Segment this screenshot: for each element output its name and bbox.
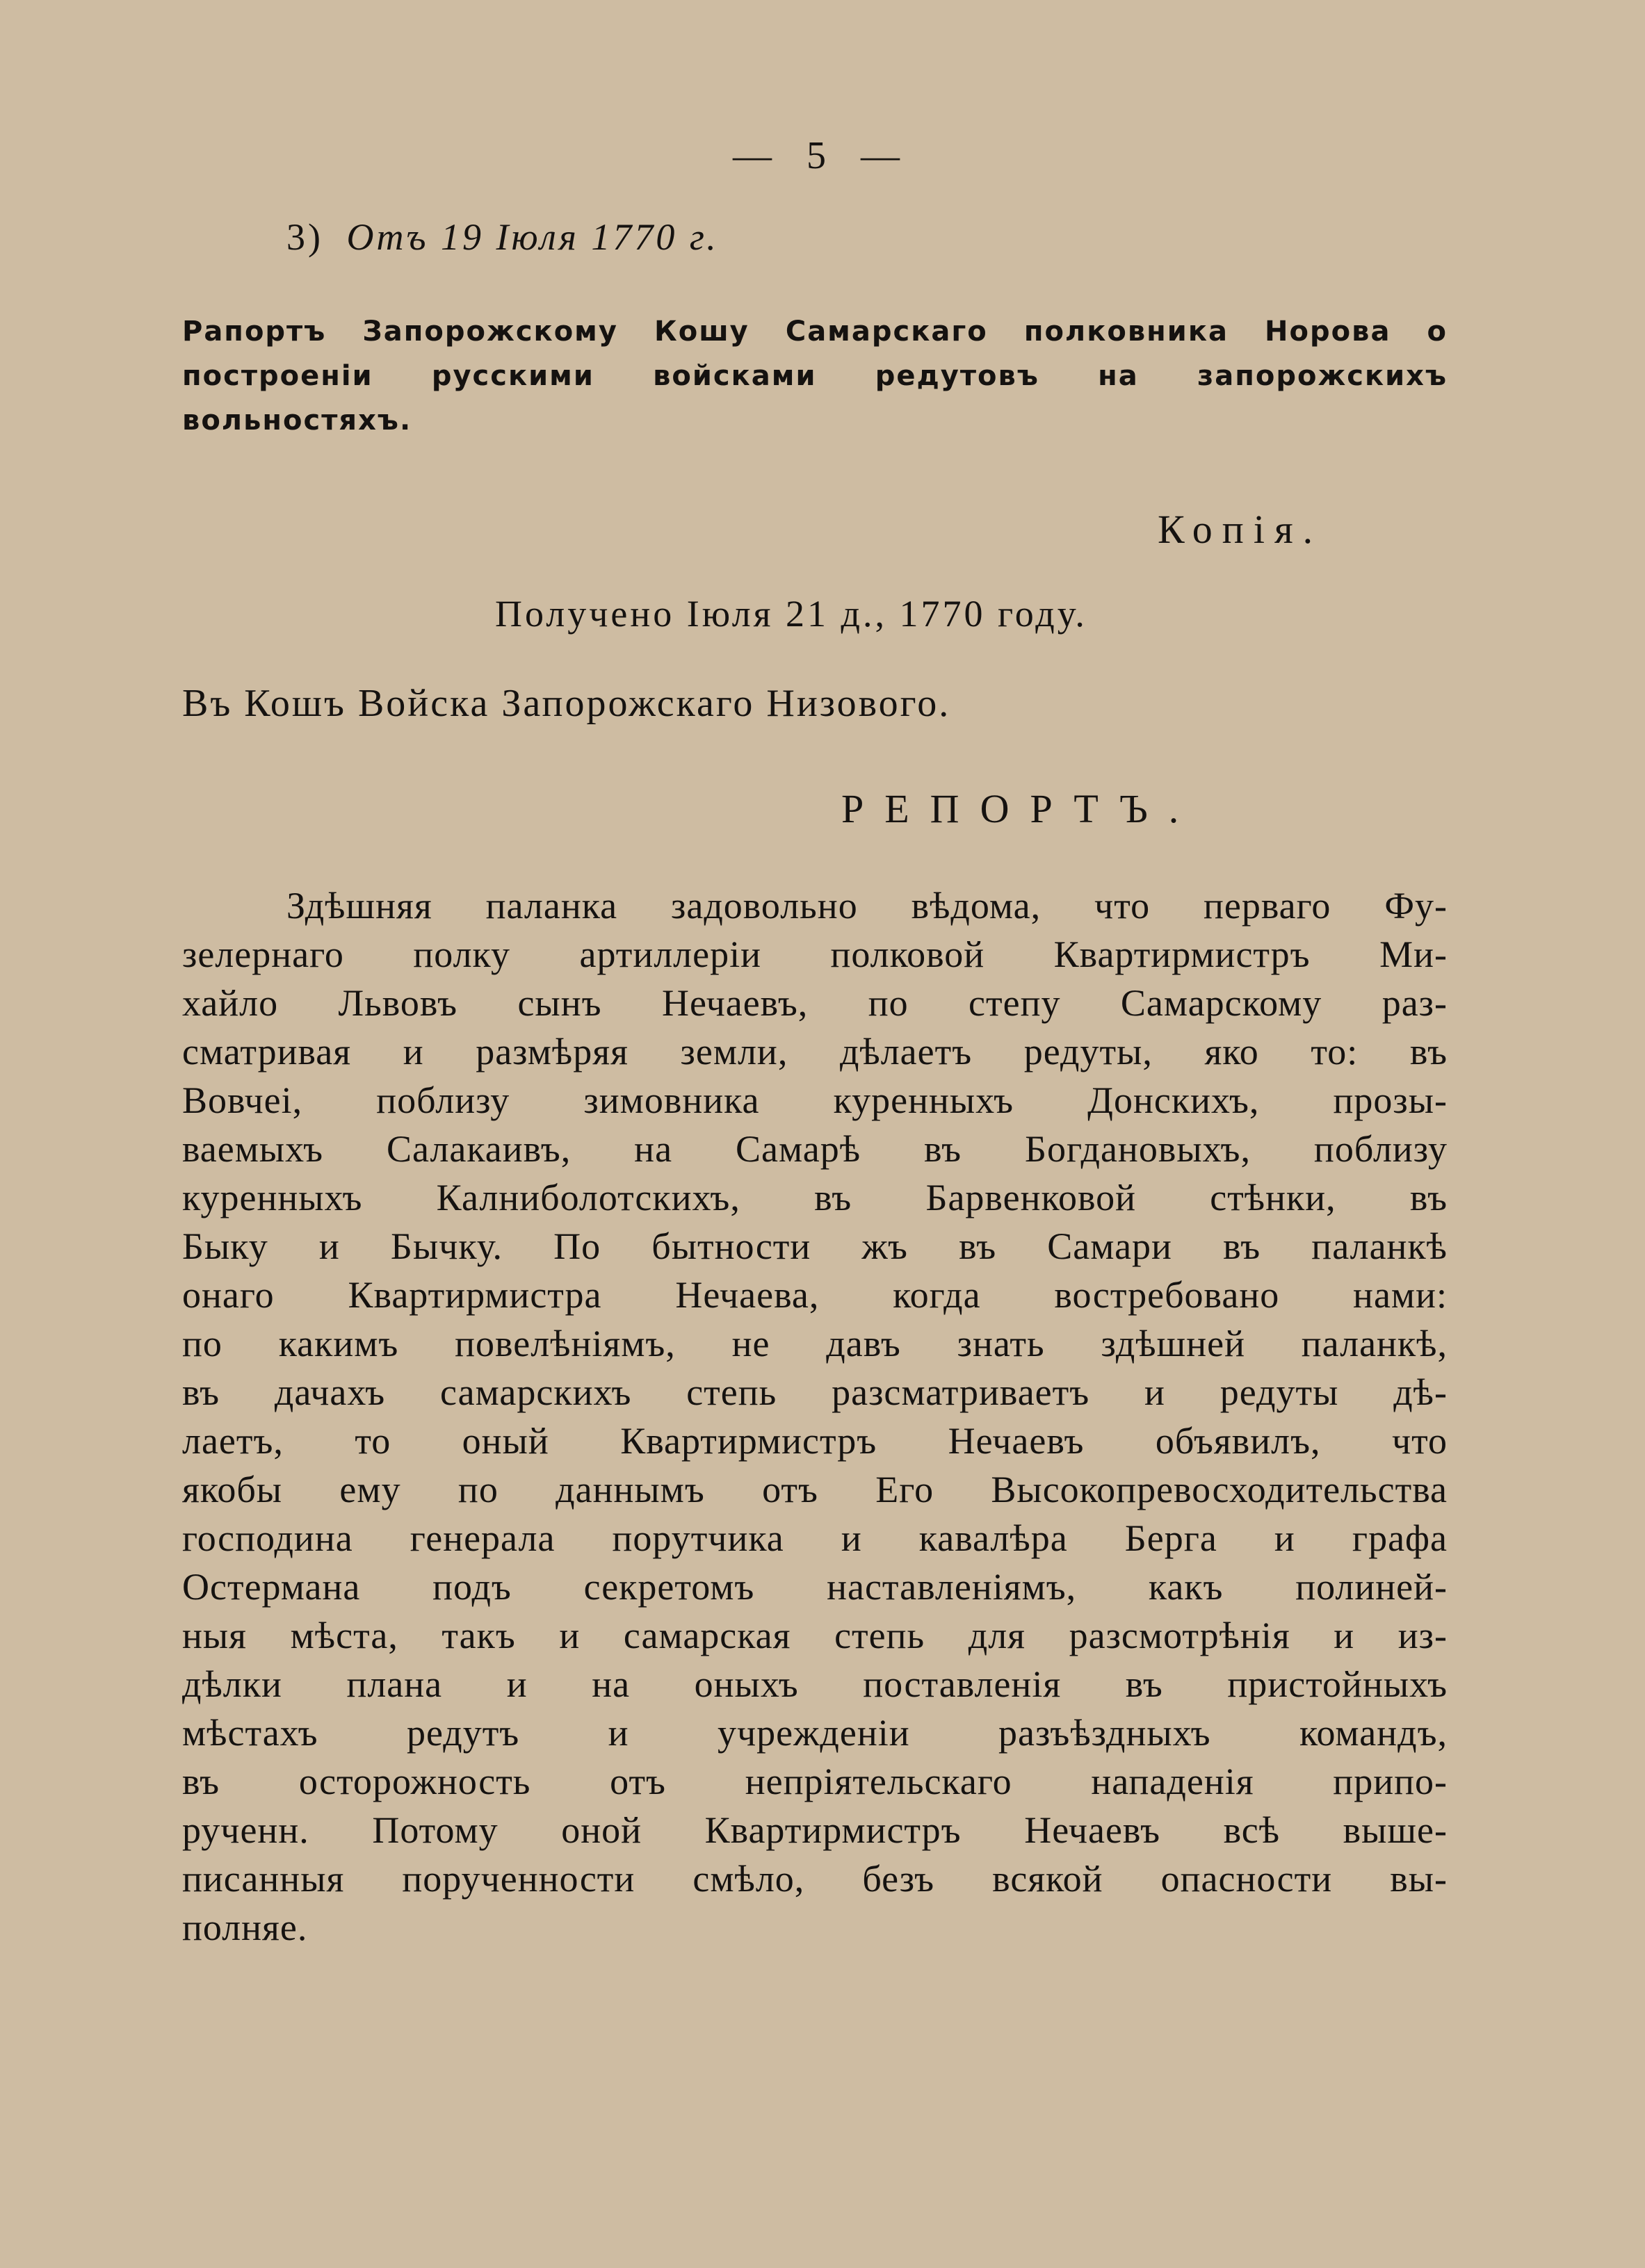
page-number: — 5 — xyxy=(733,134,912,177)
report-body xyxy=(182,881,1448,1952)
addressee: Въ Кошъ Войска Запорожскаго Низового. xyxy=(182,682,951,725)
copy-label: Копія. xyxy=(1158,507,1323,552)
body-line: куренныхъ Калниболотскихъ, въ Барвенковой стѣнки, въ xyxy=(182,1177,1448,1218)
body-line: по какимъ повелѣніямъ, не давъ знать здѣшней паланкѣ, xyxy=(182,1323,1448,1364)
section-date: Отъ 19 Іюля 1770 г. xyxy=(346,216,719,258)
body-line: въ дачахъ самарскихъ степь разсматриваетъ и редуты дѣ- xyxy=(182,1371,1448,1413)
body-line: писанныя порученности смѣло, безъ всякой опасности вы- xyxy=(182,1858,1448,1900)
body-line: Быку и Бычку. По бытности жъ въ Самари въ паланкѣ xyxy=(182,1225,1448,1267)
body-line: рученн. Потому оной Квартирмистръ Нечаевъ всѣ выше- xyxy=(182,1809,1448,1851)
body-line: хайло Львовъ сынъ Нечаевъ, по степу Самарскому раз- xyxy=(182,982,1448,1024)
section-heading xyxy=(286,215,719,259)
received-date: Получено Іюля 21 д., 1770 году. xyxy=(495,593,1087,635)
body-line: полняе. xyxy=(182,1907,308,1948)
body-line: мѣстахъ редутъ и учрежденіи разъѣздныхъ командъ, xyxy=(182,1712,1448,1754)
section-number: 3) xyxy=(286,216,323,258)
body-line: лаетъ, то оный Квартирмистръ Нечаевъ объявилъ, что xyxy=(182,1420,1448,1462)
body-line: господина генерала порутчика и кавалѣра Берга и графа xyxy=(182,1517,1448,1559)
body-line: дѣлки плана и на оныхъ поставленія въ пристойныхъ xyxy=(182,1663,1448,1705)
body-line: якобы ему по даннымъ отъ Его Высокопревосходительства xyxy=(182,1469,1448,1510)
document-summary: Рапортъ Запорожскому Кошу Самарскаго полковника Норова о построеніи русскими войсками редутовъ на запорожскихъ вольностяхъ. xyxy=(182,316,1448,437)
body-line: сматривая и размѣряя земли, дѣлаетъ редуты, яко то: въ xyxy=(182,1031,1448,1072)
body-line: Здѣшняя паланка задовольно вѣдома, что перваго Фу- xyxy=(286,885,1448,927)
body-line: зелернаго полку артиллеріи полковой Квартирмистръ Ми- xyxy=(182,933,1448,975)
body-line: онаго Квартирмистра Нечаева, когда востребовано нами: xyxy=(182,1274,1448,1316)
body-line: ныя мѣста, такъ и самарская степь для разсмотрѣнія и из- xyxy=(182,1615,1448,1656)
body-line: Вовчеі, поблизу зимовника куренныхъ Донскихъ, прозы- xyxy=(182,1079,1448,1121)
body-line: Остермана подъ секретомъ наставленіямъ, какъ полиней- xyxy=(182,1566,1448,1608)
body-line: ваемыхъ Салакаивъ, на Самарѣ въ Богдановыхъ, поблизу xyxy=(182,1128,1448,1170)
report-title: РЕПОРТЪ. xyxy=(841,786,1200,831)
body-line: въ осторожность отъ непріятельскаго нападенія припо- xyxy=(182,1761,1448,1802)
